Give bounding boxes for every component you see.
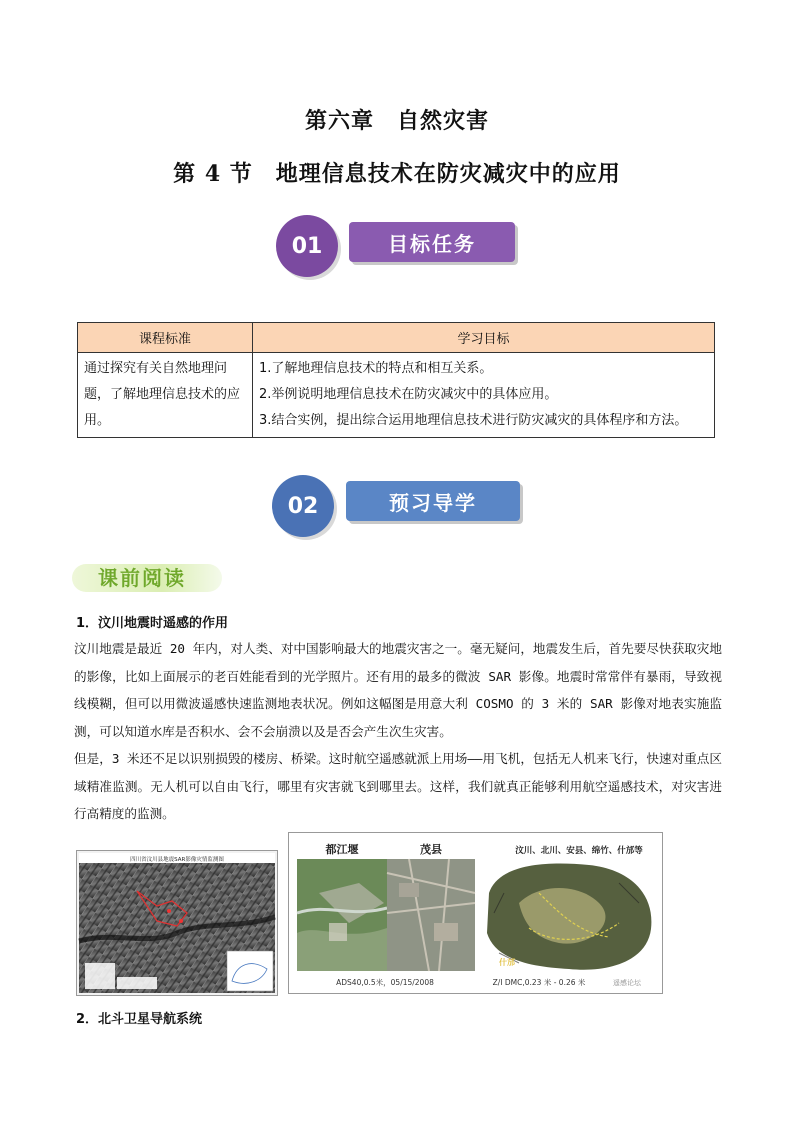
chapter-title: 第六章 自然灾害 (304, 108, 489, 134)
panel-label-maoxian: 茂县 (420, 843, 442, 856)
section-ribbon-targets: 目标任务 (349, 222, 515, 262)
header-goals: 学习目标 (253, 323, 715, 353)
section-ribbon-preview: 预习导学 (346, 481, 520, 521)
panel-label-regions: 汶川、北川、安县、绵竹、什邡等 (515, 846, 643, 856)
header-standard: 课程标准 (78, 323, 253, 353)
section-number-badge: 01 (276, 215, 338, 277)
caption-right: Z/I DMC,0.23 米 - 0.26 米 (492, 978, 586, 987)
goal-item: 1.了解地理信息技术的特点和相互关系。 (259, 361, 493, 376)
reading-label-text: 课前阅读 (98, 566, 186, 590)
table-header-row (78, 323, 715, 353)
panel-label-dujiangyan: 都江堰 (325, 843, 359, 856)
item1-heading: 1．汶川地震时遥感的作用 (76, 616, 229, 631)
objectives-table (77, 322, 715, 438)
goal-item: 2.举例说明地理信息技术在防灾减灾中的具体应用。 (259, 387, 558, 402)
place-mark: 什邡 (499, 958, 515, 967)
item2-heading: 2．北斗卫星导航系统 (76, 1012, 203, 1027)
caption-left: ADS40,0.5米，05/15/2008 (336, 978, 434, 987)
aerial-photos-image (289, 833, 662, 993)
goal-item: 3.结合实例，提出综合运用地理信息技术进行防灾减灾的具体程序和方法。 (259, 413, 688, 428)
sar-map-image (77, 851, 277, 995)
sar-map-title: 四川省汶川县地震SAR影像灾情监测图 (130, 857, 224, 863)
paragraph: 汶川地震是最近 20 年内，对人类、对中国影响最大的地震灾害之一。毫无疑问，地震发生后，首先要尽快获取灾地的影像，比如上面展示的老百姓能看到的光学照片。还有用的最多的微波 SAR 影像。地震时常常伴有暴雨，导致视线模糊，但可以用微波遥感快速监测地表状况。例如这幅图是用意大利 COSMO 的 3 米的 SAR 影像对地表实施监测，可以知道水库是否积水、会不会崩溃以及是否会产生次生灾害。 (74, 641, 722, 739)
section-title: 第 4 节 地理信息技术在防灾减灾中的应用 (173, 161, 621, 187)
goals-cell (253, 353, 715, 438)
table-row (78, 353, 715, 438)
reading-label (72, 558, 220, 594)
standard-cell: 通过探究有关自然地理问题，了解地理信息技术的应用。 (78, 353, 253, 438)
watermark: 遥感论坛 (613, 979, 641, 987)
sar-map-figure (76, 850, 278, 996)
section-number-badge: 02 (272, 475, 334, 537)
item1-body (74, 635, 722, 828)
aerial-photos-figure (288, 832, 663, 994)
paragraph: 但是，3 米还不足以识别损毁的楼房、桥梁。这时航空遥感就派上用场——用飞机，包括无人机来飞行，快速对重点区域精准监测。无人机可以自由飞行，哪里有灾害就飞到哪里去。这样，我们就真正能够利用航空遥感技术，对灾害进行高精度的监测。 (74, 751, 722, 821)
